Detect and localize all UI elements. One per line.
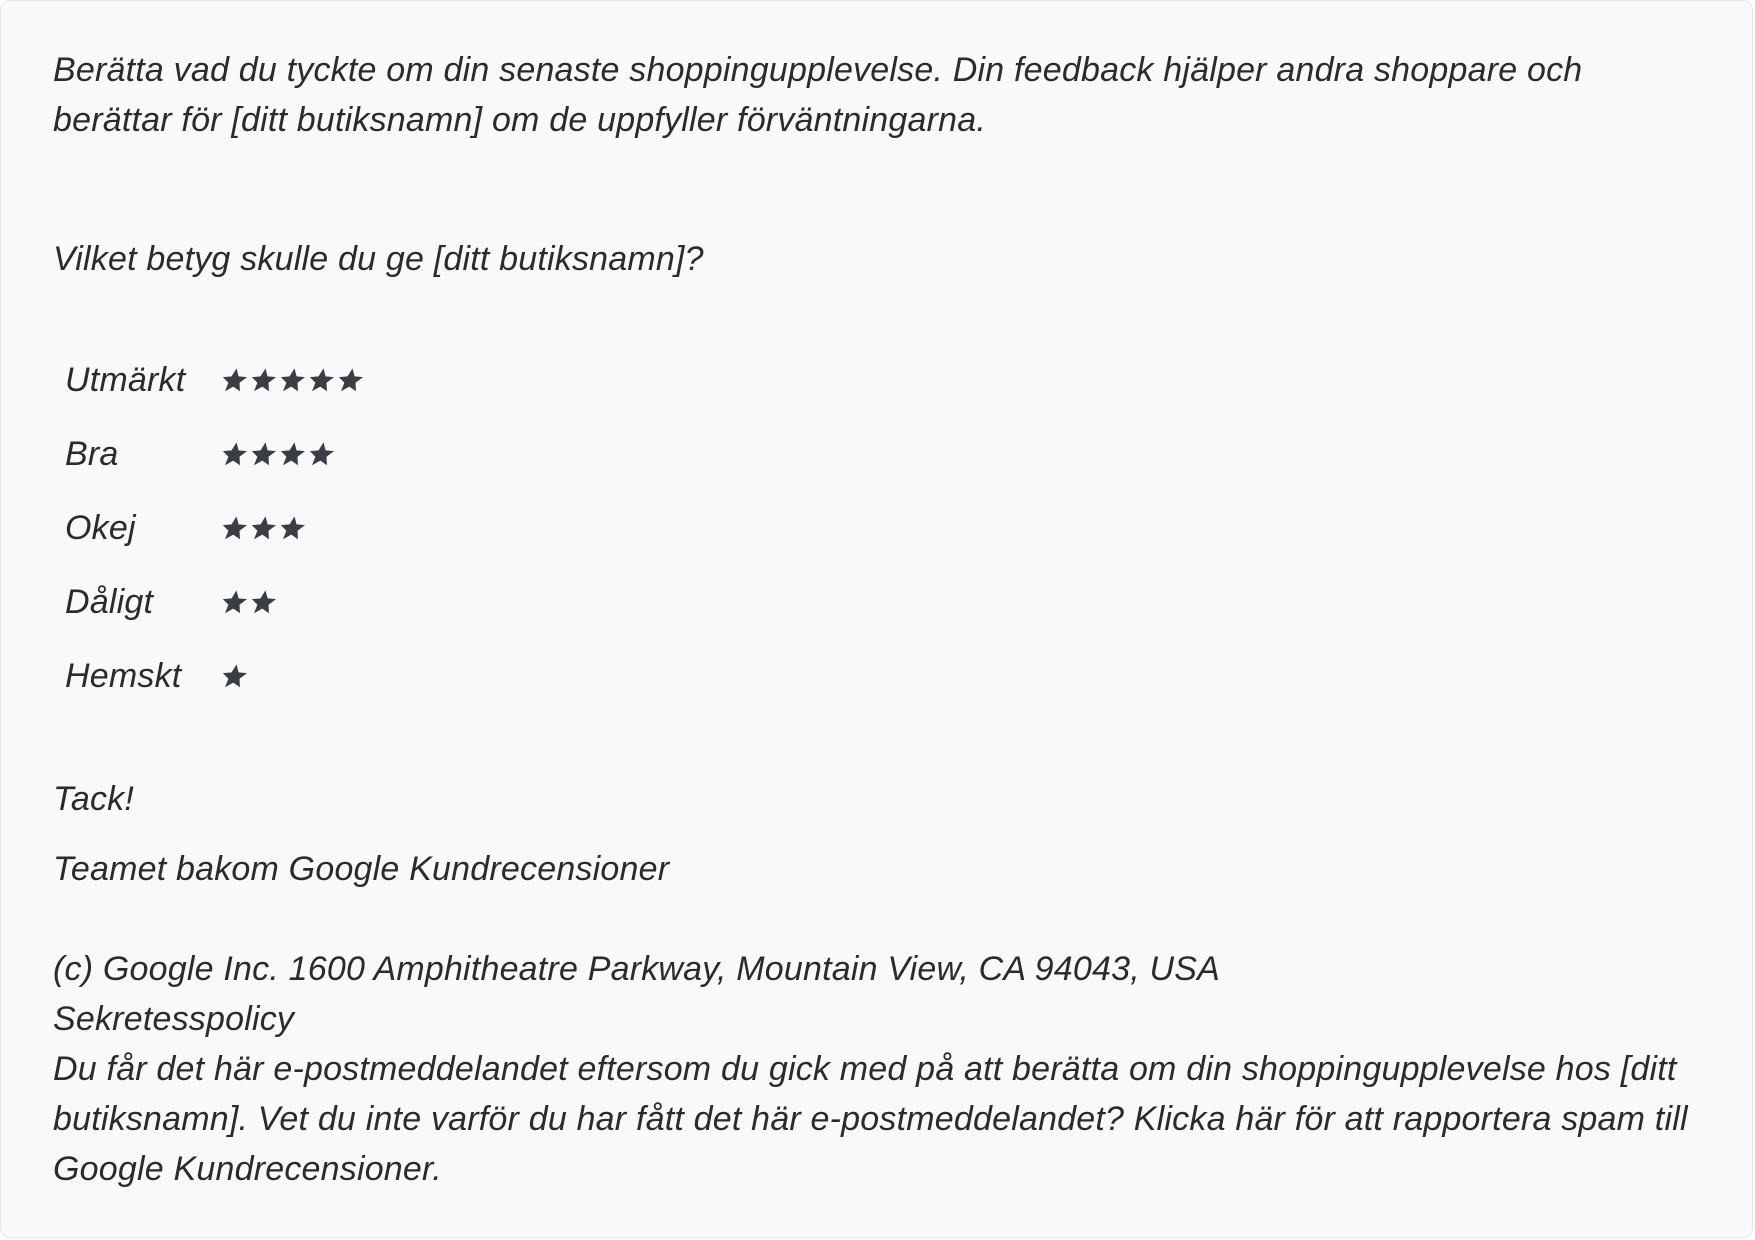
rating-stars: [220, 514, 307, 543]
spam-notice: Du får det här e-postmeddelandet eftersom du gick med på att berätta om din shoppingupplevelse hos [ditt butiksnamn]. Vet du inte varför du har fått det här e-postmeddelandet? Klicka här för att rapportera spam till Google Kundrecensioner.: [53, 1050, 1688, 1188]
star-icon: [249, 440, 278, 469]
rating-question: Vilket betyg skulle du ge [ditt butiksnamn]?: [53, 240, 704, 278]
star-icon: [336, 366, 365, 395]
star-icon: [307, 366, 336, 395]
star-icon: [220, 662, 249, 691]
rating-stars: [220, 440, 336, 469]
rating-label: Okej: [65, 509, 136, 547]
rating-stars: [220, 662, 249, 691]
rating-option-terrible[interactable]: [65, 639, 665, 713]
rating-stars: [220, 588, 278, 617]
intro-text: Berätta vad du tyckte om din senaste shoppingupplevelse. Din feedback hjälper andra shoppare och berättar för [ditt butiksnamn] om de uppfyller förväntningarna.: [53, 51, 1583, 139]
star-icon: [278, 440, 307, 469]
rating-label: Utmärkt: [65, 361, 186, 399]
privacy-policy-link[interactable]: Sekretesspolicy: [53, 1000, 295, 1038]
rating-label: Hemskt: [65, 657, 182, 695]
rating-label: Bra: [65, 435, 119, 473]
rating-options: [65, 343, 665, 713]
star-icon: [249, 588, 278, 617]
thanks-text: Tack!: [53, 780, 135, 818]
star-icon: [278, 514, 307, 543]
company-address: (c) Google Inc. 1600 Amphitheatre Parkway, Mountain View, CA 94043, USA: [53, 950, 1221, 988]
star-icon: [220, 440, 249, 469]
email-footer: [53, 944, 1703, 1194]
signature-text: Teamet bakom Google Kundrecensioner: [53, 850, 670, 888]
rating-option-ok[interactable]: [65, 491, 665, 565]
star-icon: [307, 440, 336, 469]
rating-label: Dåligt: [65, 583, 154, 621]
rating-option-good[interactable]: [65, 417, 665, 491]
star-icon: [220, 588, 249, 617]
star-icon: [278, 366, 307, 395]
rating-option-bad[interactable]: [65, 565, 665, 639]
star-icon: [220, 514, 249, 543]
star-icon: [220, 366, 249, 395]
rating-stars: [220, 366, 365, 395]
rating-option-excellent[interactable]: [65, 343, 665, 417]
star-icon: [249, 366, 278, 395]
star-icon: [249, 514, 278, 543]
